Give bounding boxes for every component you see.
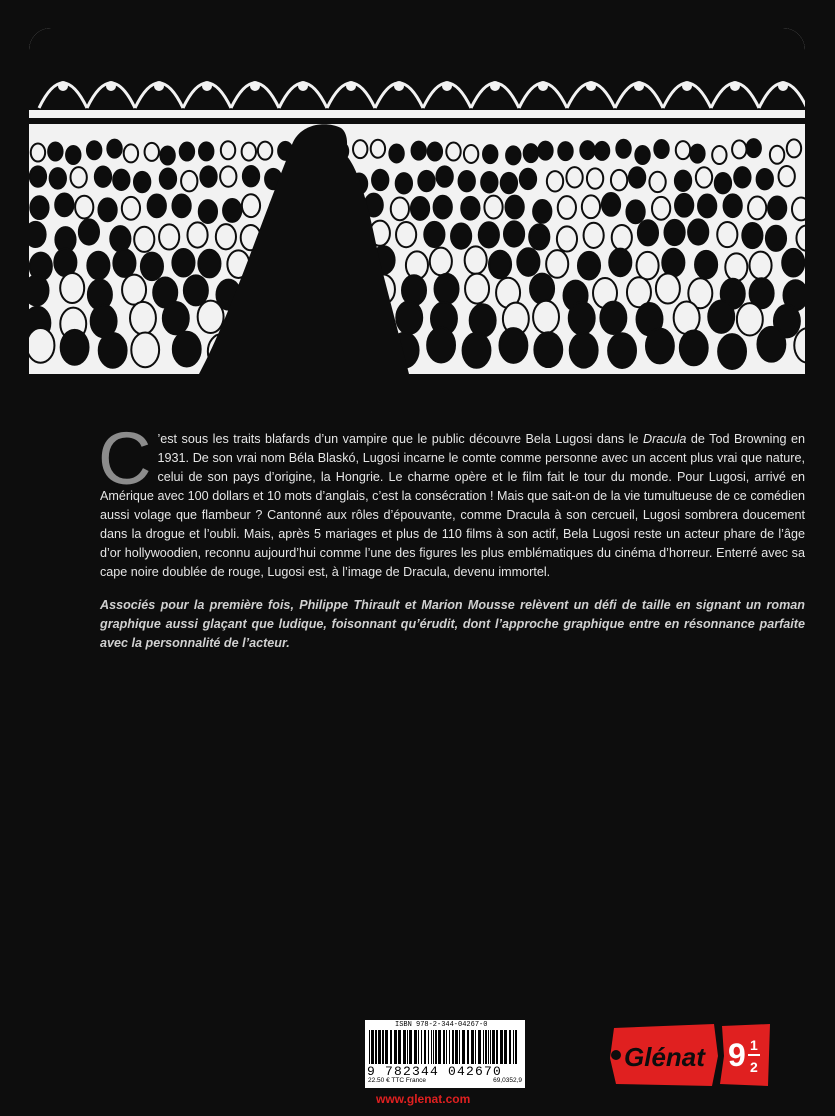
product-code: 69,0352,9 xyxy=(493,1077,522,1084)
audience-head xyxy=(578,252,600,280)
audience-head xyxy=(160,169,176,189)
audience-head xyxy=(768,196,786,219)
audience-head xyxy=(680,331,708,366)
barcode-bar xyxy=(471,1030,474,1064)
barcode-bar xyxy=(394,1030,397,1064)
balcony-lamp xyxy=(58,81,68,91)
audience-head xyxy=(242,143,256,161)
audience-head xyxy=(569,302,595,334)
audience-head xyxy=(546,250,568,278)
logo-number: 9 xyxy=(728,1037,746,1073)
audience-head xyxy=(29,275,48,305)
audience-head xyxy=(411,197,429,220)
audience-head xyxy=(242,194,260,217)
isbn-text: ISBN 978-2-344-04267-0 xyxy=(395,1021,488,1029)
audience-head xyxy=(107,140,121,158)
barcode-bar xyxy=(409,1030,412,1064)
audience-head xyxy=(748,197,766,220)
drop-cap: C xyxy=(98,417,152,500)
audience-head xyxy=(113,249,135,277)
audience-head xyxy=(148,194,166,217)
audience-head xyxy=(75,196,93,219)
audience-head xyxy=(638,220,658,245)
audience-head xyxy=(163,302,189,334)
audience-head xyxy=(501,173,517,193)
barcode-bar xyxy=(500,1030,503,1064)
audience-head xyxy=(499,328,527,363)
audience-head xyxy=(612,225,632,250)
barcode-bar xyxy=(492,1030,495,1064)
audience-head xyxy=(602,193,620,216)
audience-head xyxy=(524,144,538,162)
audience-head xyxy=(580,141,594,159)
balcony-lamp xyxy=(346,81,356,91)
audience-head xyxy=(517,248,539,276)
audience-head xyxy=(582,195,600,218)
barcode-bar xyxy=(382,1030,384,1064)
audience-head xyxy=(529,224,549,249)
audience-head xyxy=(87,252,109,280)
balcony-lamp xyxy=(730,81,740,91)
audience-head xyxy=(654,140,668,158)
balcony-lamp xyxy=(682,81,692,91)
audience-head xyxy=(199,142,213,160)
audience-head xyxy=(609,249,631,277)
audience-head xyxy=(504,221,524,246)
audience-head xyxy=(732,140,746,158)
audience-head xyxy=(428,143,442,161)
barcode-bar xyxy=(462,1030,465,1064)
audience-head xyxy=(463,333,491,368)
audience-head xyxy=(484,196,502,219)
audience-head xyxy=(534,332,562,367)
audience-head xyxy=(465,246,487,274)
audience-head xyxy=(611,170,627,190)
balcony-lamp xyxy=(106,81,116,91)
audience-head xyxy=(766,226,786,251)
balcony-lamp xyxy=(394,81,404,91)
audience-head xyxy=(145,143,159,161)
barcode-bar xyxy=(485,1030,487,1064)
barcode-bar xyxy=(483,1030,484,1064)
logo-brand: Glénat xyxy=(624,1042,705,1072)
audience-head xyxy=(465,274,489,304)
barcode-bar xyxy=(459,1030,460,1064)
audience-head xyxy=(558,196,576,219)
audience-head xyxy=(418,171,434,191)
audience-head xyxy=(718,334,746,369)
audience-head xyxy=(122,197,140,220)
audience-head xyxy=(724,194,742,217)
audience-head xyxy=(479,222,499,247)
audience-head xyxy=(29,222,46,247)
barcode-bar xyxy=(407,1030,408,1064)
audience-head xyxy=(159,224,179,249)
audience-head xyxy=(530,274,554,304)
audience-head xyxy=(223,199,241,222)
audience-head xyxy=(464,145,478,163)
barcode-bar xyxy=(449,1030,450,1064)
audience-head xyxy=(198,250,220,278)
audience-head xyxy=(424,222,444,247)
audience-head xyxy=(98,198,116,221)
audience-head xyxy=(70,167,86,187)
audience-head xyxy=(50,168,66,188)
barcode-block xyxy=(365,1020,525,1088)
balcony-lamp xyxy=(586,81,596,91)
audience-head xyxy=(180,143,194,161)
audience-head xyxy=(220,166,236,186)
barcode-bar xyxy=(421,1030,422,1064)
audience-head xyxy=(637,252,659,280)
audience-head xyxy=(110,226,130,251)
audience-head xyxy=(675,194,693,217)
barcode-bar xyxy=(431,1030,432,1064)
logo-fraction-bottom: 2 xyxy=(750,1059,758,1075)
barcode-bar xyxy=(446,1030,447,1064)
audience-head xyxy=(412,142,426,160)
balcony-ceiling xyxy=(29,28,805,124)
audience-head xyxy=(690,145,704,163)
audience-head xyxy=(547,171,563,191)
audience-head xyxy=(95,166,111,186)
audience-head xyxy=(608,333,636,368)
audience-head xyxy=(792,198,805,221)
barcode-bar xyxy=(475,1030,476,1064)
audience-head xyxy=(434,196,452,219)
audience-head xyxy=(372,170,388,190)
audience-head xyxy=(141,253,163,281)
barcode-bar xyxy=(488,1030,489,1064)
audience-head xyxy=(396,301,422,333)
audience-head xyxy=(757,169,773,189)
synopsis-text xyxy=(98,417,806,582)
glenat-logo xyxy=(610,1022,772,1088)
audience-head xyxy=(198,301,224,333)
audience-head xyxy=(221,141,235,159)
audience-head xyxy=(30,196,48,219)
audience-head xyxy=(676,141,690,159)
audience-head xyxy=(134,172,150,192)
synopsis-intro: ’est sous les traits blafards d’un vampire que le public découvre Bela Lugosi dans le xyxy=(157,432,643,446)
audience-head xyxy=(131,332,159,367)
audience-head xyxy=(557,226,577,251)
price-text: 22.50 € TTC France xyxy=(368,1077,427,1084)
cover-illustration xyxy=(29,28,805,374)
barcode-bar xyxy=(378,1030,381,1064)
audience-head xyxy=(113,170,129,190)
audience-head xyxy=(29,328,54,363)
audience-head xyxy=(446,143,460,161)
audience-head xyxy=(750,252,772,280)
balcony-lamp xyxy=(298,81,308,91)
audience-head xyxy=(688,219,708,244)
audience-head xyxy=(635,146,649,164)
audience-head xyxy=(616,140,630,158)
barcode-bar xyxy=(414,1030,417,1064)
audience-head xyxy=(629,167,645,187)
audience-head xyxy=(160,147,174,165)
audience-head xyxy=(665,220,685,245)
audience-head xyxy=(199,200,217,223)
audience-head xyxy=(258,142,272,160)
audience-head xyxy=(396,222,416,247)
audience-head xyxy=(216,224,236,249)
audience-head xyxy=(30,166,46,186)
audience-head xyxy=(506,196,524,219)
audience-head xyxy=(600,302,626,334)
audience-head xyxy=(626,200,644,223)
audience-head xyxy=(782,249,804,277)
barcode-bar xyxy=(428,1030,429,1064)
barcode-bars xyxy=(369,1030,521,1064)
audience-head xyxy=(742,223,762,248)
barcode-bar xyxy=(375,1030,377,1064)
logo-fraction-top: 1 xyxy=(750,1037,758,1053)
audience-head xyxy=(770,146,784,164)
audience-head xyxy=(646,329,674,364)
barcode-bar xyxy=(433,1030,434,1064)
audience-head xyxy=(181,171,197,191)
barcode-bar xyxy=(504,1030,507,1064)
barcode-bar xyxy=(478,1030,481,1064)
audience-head xyxy=(695,251,717,279)
audience-head xyxy=(746,139,760,157)
audience-head xyxy=(391,197,409,220)
balcony-lamp xyxy=(202,81,212,91)
audience-head xyxy=(55,193,73,216)
barcode-bar xyxy=(513,1030,514,1064)
audience-head xyxy=(566,167,582,187)
barcode-bar xyxy=(371,1030,374,1064)
audience-head xyxy=(506,146,520,164)
barcode-bar xyxy=(515,1030,517,1064)
barcode-bar xyxy=(390,1030,392,1064)
barcode-bar xyxy=(443,1030,445,1064)
audience-head xyxy=(435,274,459,304)
barcode-bar xyxy=(496,1030,498,1064)
barcode-bar xyxy=(424,1030,426,1064)
balcony-lamp xyxy=(490,81,500,91)
authors-pitch: Associés pour la première fois, Philippe Thirault et Marion Mousse relèvent un défi de taille en signant un roman graphique aussi glaçant que ludique, foisonnant qu’érudit, dont l’approche graphique entre en résonnance parfaite avec la personnalité de l’acteur. xyxy=(100,598,805,650)
barcode-bar xyxy=(438,1030,441,1064)
audience-head xyxy=(737,303,763,335)
audience-head xyxy=(570,333,598,368)
audience-head xyxy=(389,144,403,162)
audience-head xyxy=(48,143,62,161)
barcode-bar xyxy=(455,1030,458,1064)
audience-head xyxy=(787,139,801,157)
audience-head xyxy=(99,333,127,368)
audience-head xyxy=(122,275,146,305)
barcode-bar xyxy=(369,1030,370,1064)
audience-head xyxy=(558,142,572,160)
audience-head xyxy=(662,249,684,277)
audience-head xyxy=(757,327,785,362)
audience-head xyxy=(187,222,207,247)
audience-head xyxy=(533,301,559,333)
audience-head xyxy=(172,249,194,277)
audience-head xyxy=(371,140,385,158)
audience-head xyxy=(61,330,89,365)
audience-head xyxy=(134,227,154,252)
audience-head xyxy=(674,302,700,334)
audience-head xyxy=(353,140,367,158)
audience-head xyxy=(725,253,747,281)
audience-head xyxy=(520,169,536,189)
audience-head xyxy=(402,275,426,305)
audience-head xyxy=(538,142,552,160)
audience-head xyxy=(60,273,84,303)
balcony-lamp xyxy=(250,81,260,91)
audience-head xyxy=(533,200,551,223)
barcode-bar xyxy=(452,1030,454,1064)
audience-head xyxy=(451,224,471,249)
barcode-bar xyxy=(403,1030,406,1064)
barcode-bar xyxy=(398,1030,401,1064)
price-row xyxy=(368,1077,522,1084)
website-link[interactable]: www.glenat.com xyxy=(376,1092,471,1106)
audience-head xyxy=(779,166,795,186)
audience-head xyxy=(595,142,609,160)
barcode-bar xyxy=(418,1030,419,1064)
audience-head xyxy=(489,251,511,279)
audience-head xyxy=(79,219,99,244)
audience-head xyxy=(734,167,750,187)
barcode-bar xyxy=(435,1030,437,1064)
audience-head xyxy=(427,328,455,363)
barcode-bar xyxy=(509,1030,511,1064)
audience-head xyxy=(31,143,45,161)
barcode-bar xyxy=(385,1030,388,1064)
audience-head xyxy=(696,167,712,187)
audience-head xyxy=(649,172,665,192)
audience-head xyxy=(184,275,208,305)
audience-head xyxy=(124,144,138,162)
balcony-lamp xyxy=(442,81,452,91)
audience-head xyxy=(66,146,80,164)
audience-head xyxy=(652,197,670,220)
audience-head xyxy=(243,166,259,186)
audience-head xyxy=(200,166,216,186)
audience-head xyxy=(396,173,412,193)
balcony-lamp xyxy=(154,81,164,91)
audience-head xyxy=(717,222,737,247)
audience-head xyxy=(712,146,726,164)
audience-head xyxy=(130,302,156,334)
audience-head xyxy=(87,141,101,159)
balcony-lamp xyxy=(538,81,548,91)
audience-head xyxy=(172,194,190,217)
audience-illustration xyxy=(29,28,805,374)
audience-head xyxy=(173,332,201,367)
audience-stalls xyxy=(29,124,805,374)
audience-head xyxy=(708,300,734,332)
balcony-lamp xyxy=(778,81,788,91)
barcode-bar xyxy=(467,1030,469,1064)
audience-head xyxy=(470,304,496,336)
audience-head xyxy=(698,195,716,218)
audience-head xyxy=(461,197,479,220)
audience-head xyxy=(715,173,731,193)
audience-head xyxy=(430,248,452,276)
synopsis-body: de Tod Browning en 1931. De son vrai nom Béla Blaskó, Lugosi incarne le comte comme personne avec un accent plus vrai que nature, celui de son pays d’origine, la Hongrie. Le charme opère et le film fait le tour du monde. Pour Lugosi, arrivé en Amérique avec 100 dollars et 10 mots d’anglais, c’est la consécration ! Mais que sait-on de la vie tumultueuse de ce comédien aussi volage que flambeur ? Cantonné aux rôles d’épouvante, comme Dracula à son cercueil, Lugosi sombrera doucement dans la drogue et l’oubli. Mais, après 5 mariages et plus de 110 films à son actif, Bela Lugosi reste un acteur phare de l’âge d’or hollywoodien, reconnu aujourd’hui comme l’une des figures les plus emblématiques du cinéma d’horreur. Enterré avec sa cape noire doublée de rouge, Lugosi est, à l’image de Dracula, devenu immortel. xyxy=(100,432,806,579)
film-title: Dracula xyxy=(642,432,687,446)
audience-head xyxy=(436,166,452,186)
audience-head xyxy=(483,145,497,163)
audience-head xyxy=(481,172,497,192)
barcode-bar xyxy=(490,1030,491,1064)
audience-head xyxy=(584,223,604,248)
audience-head xyxy=(587,168,603,188)
audience-head xyxy=(675,171,691,191)
audience-head xyxy=(459,171,475,191)
ean-digits: 9 782344 042670 xyxy=(367,1064,503,1079)
audience-head xyxy=(656,274,680,304)
balcony-lamp xyxy=(634,81,644,91)
